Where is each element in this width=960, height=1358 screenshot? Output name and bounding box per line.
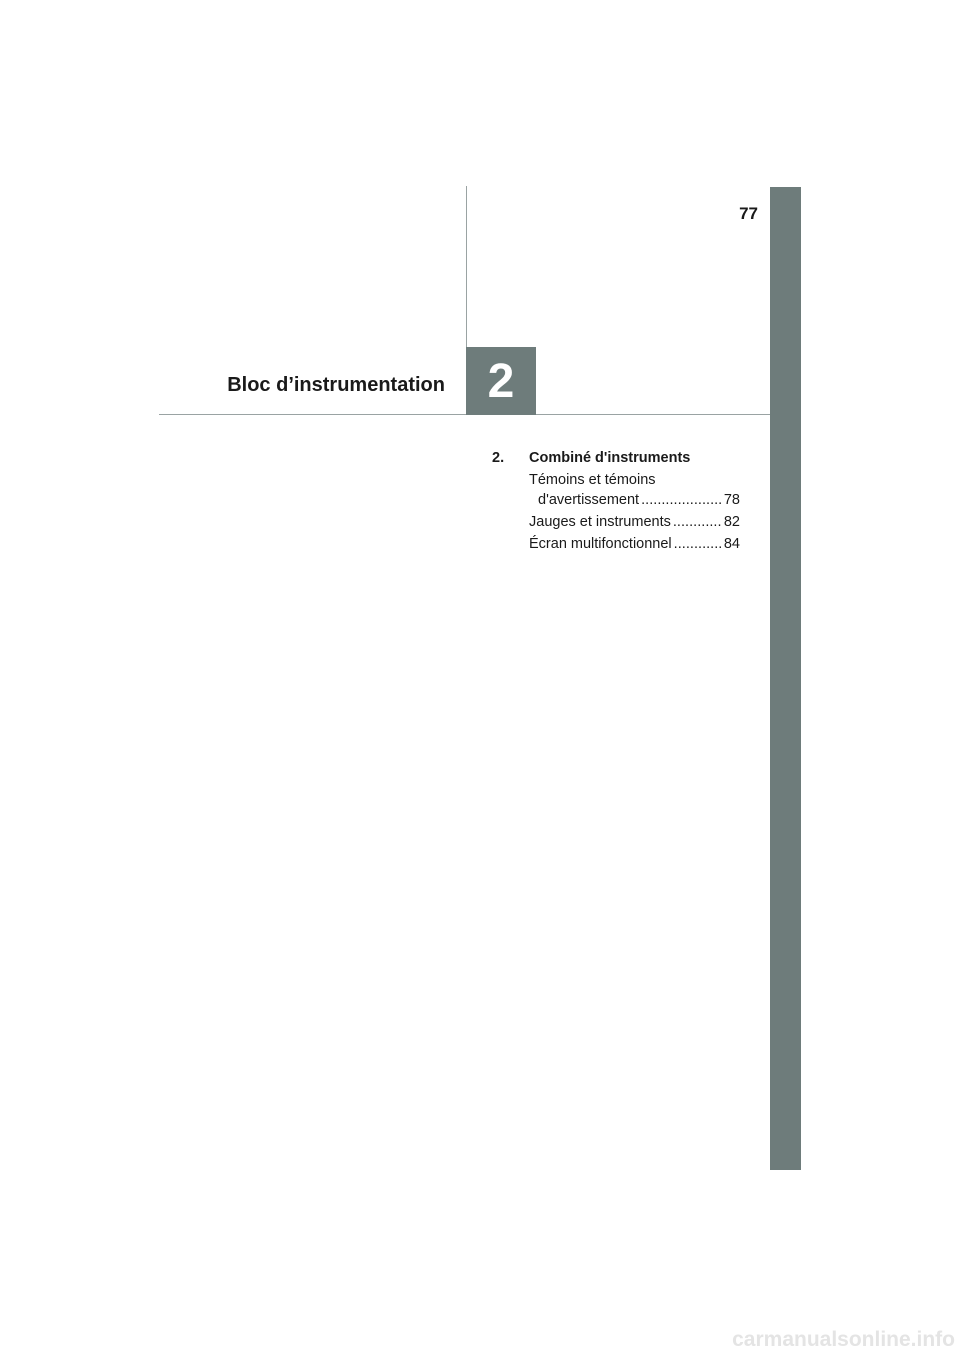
- table-of-contents: [492, 448, 740, 556]
- toc-section-number: 2.: [492, 450, 505, 466]
- toc-entry[interactable]: [529, 512, 740, 532]
- toc-entry[interactable]: [529, 534, 740, 554]
- toc-entries: [492, 470, 740, 554]
- chapter-number-box: [466, 347, 536, 415]
- toc-entry-page: 84: [723, 536, 740, 552]
- toc-entry-page: 78: [723, 492, 740, 508]
- toc-section-heading: [492, 448, 740, 468]
- toc-entry-title: Témoins et témoins: [529, 472, 656, 488]
- dot-leader: [641, 490, 721, 510]
- toc-entry-title: Écran multifonctionnel: [529, 536, 672, 552]
- toc-entry-page: 82: [723, 514, 740, 530]
- toc-entry[interactable]: [529, 470, 740, 510]
- vertical-divider: [466, 186, 467, 348]
- toc-section-title: Combiné d'instruments: [529, 450, 691, 466]
- chapter-number: 2: [487, 354, 515, 408]
- watermark: carmanualsonline.info: [732, 1328, 955, 1351]
- dot-leader: [674, 534, 721, 554]
- horizontal-divider: [159, 414, 770, 415]
- dot-leader: [673, 512, 721, 532]
- toc-entry-title: Jauges et instruments: [529, 514, 671, 530]
- toc-entry-title-continued: d'avertissement: [538, 492, 640, 508]
- chapter-side-tab: [770, 187, 801, 1170]
- page-number: 77: [739, 204, 758, 223]
- chapter-title: Bloc d’instrumentation: [227, 374, 445, 396]
